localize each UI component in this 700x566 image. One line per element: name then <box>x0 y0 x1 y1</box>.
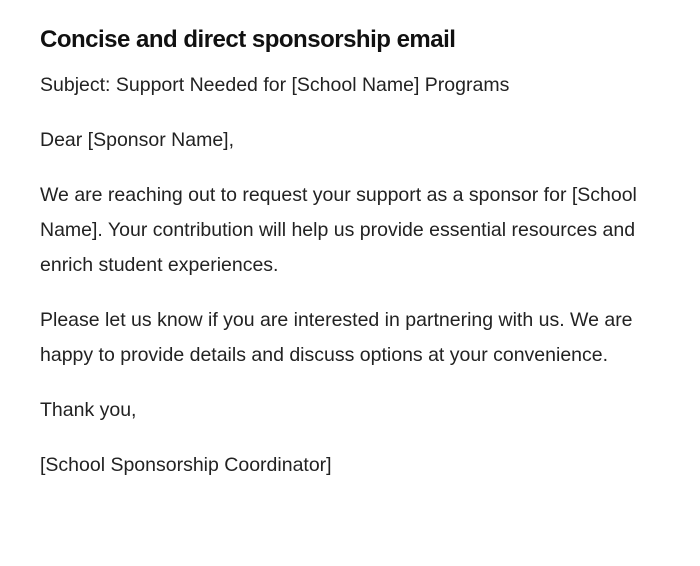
email-closing: Thank you, <box>40 399 137 421</box>
email-template-document <box>40 24 650 503</box>
email-body-paragraph-1: We are reaching out to request your support as a sponsor for [School Name]. Your contribution will help us provide essential resources and enrich student experiences. <box>40 184 637 276</box>
email-signature: [School Sponsorship Coordinator] <box>40 454 332 476</box>
email-greeting: Dear [Sponsor Name], <box>40 129 235 151</box>
document-title: Concise and direct sponsorship email <box>40 26 456 53</box>
email-body-paragraph-2: Please let us know if you are interested in partnering with us. We are happy to provide details and discuss options at your convenience. <box>40 309 633 366</box>
email-subject-line: Subject: Support Needed for [School Name] Programs <box>40 74 510 96</box>
